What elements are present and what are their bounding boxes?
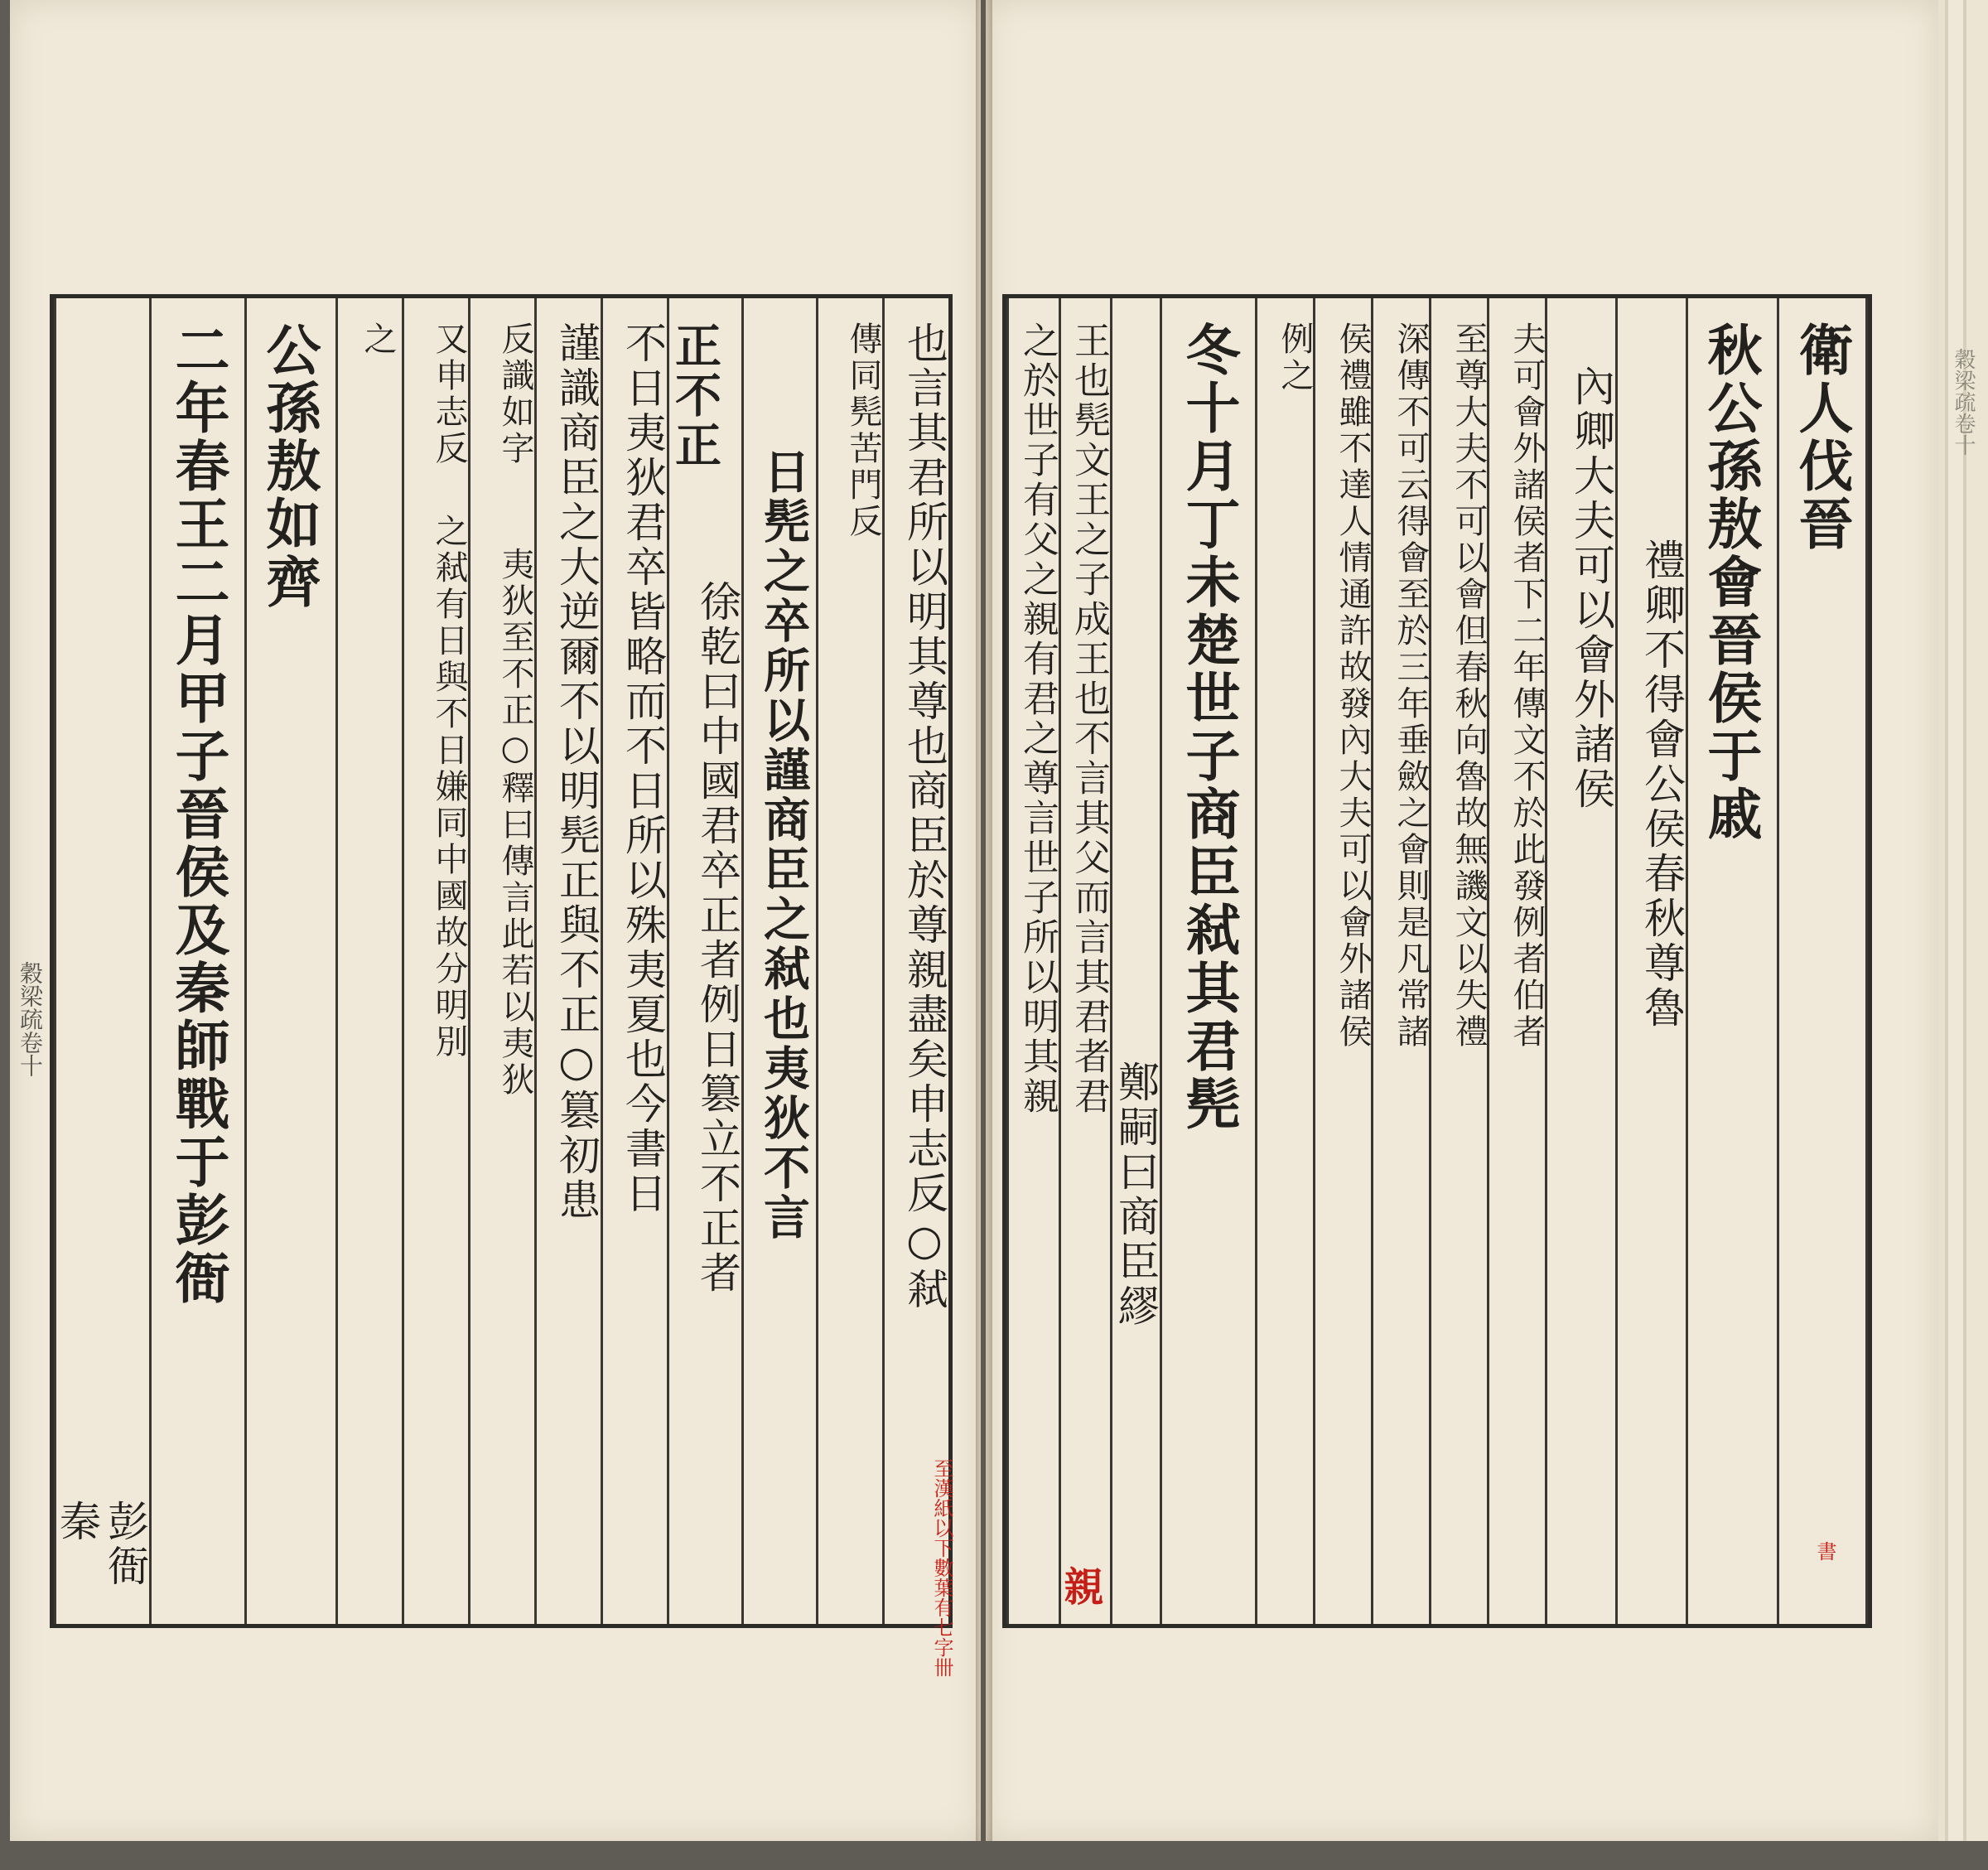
text-column: 之於世子有父之親有君之尊言世子所以明其親 — [1006, 298, 1059, 1624]
text-column: 夷狄至不正○釋曰傳言此若以夷狄 — [496, 547, 534, 1099]
text-column: 之弒有日與不日嫌同中國故分明別 — [430, 514, 468, 1061]
text-column: 謹識商臣之大逆爾不以明髡正與不正○篡初患 — [534, 298, 601, 1624]
right-text-frame — [1002, 294, 1872, 1628]
text-column: 王也髡文王之子成王也不言其父而言其君者君 — [1059, 298, 1110, 1624]
text-column: 鄭嗣曰商臣繆 — [1110, 298, 1160, 1624]
red-annotation: 至漢紙以下數葉有七字卌 — [930, 1458, 953, 1677]
text-column: 彭衙秦 — [54, 298, 149, 1624]
text-column: 衛人伐晉 — [1777, 298, 1868, 1624]
text-column: 二年春王二月甲子晉侯及秦師戰于彭衙 — [149, 298, 244, 1624]
book-spine — [976, 0, 992, 1841]
margin-title: 穀梁疏卷十 — [1951, 348, 1976, 456]
text-column: 反識如字 — [468, 298, 534, 1624]
page-edge — [1938, 0, 1988, 1841]
text-column: 侯禮雖不達人情通許故發內大夫可以會外諸侯 — [1313, 298, 1371, 1624]
left-page — [10, 0, 981, 1841]
red-annotation: 書 — [1813, 1541, 1836, 1561]
text-column: 也言其君所以明其尊也商臣於尊親盡矣申志反○弒 — [882, 298, 948, 1624]
text-column: 正不正 — [667, 298, 741, 1624]
text-column: 傳同髡苦門反 — [816, 298, 882, 1624]
text-column: 日髡之卒所以謹商臣之弒也夷狄不言 — [741, 298, 816, 1624]
text-column: 深傳不可云得會至於三年垂斂之會則是凡常諸 — [1371, 298, 1429, 1624]
text-column: 夫可會外諸侯者下二年傳文不於此發例者伯者 — [1487, 298, 1545, 1624]
text-column: 不日夷狄君卒皆略而不日所以殊夷夏也今書日 — [601, 298, 667, 1624]
text-column: 禮卿不得會公侯春秋尊魯 — [1615, 298, 1686, 1624]
margin-title: 穀梁疏卷十 — [17, 961, 44, 1077]
text-column: 之 — [335, 298, 402, 1624]
text-column: 內卿大夫可以會外諸侯 — [1545, 298, 1615, 1624]
text-column: 例之 — [1255, 298, 1313, 1624]
text-column: 徐乾曰中國君卒正者例日篡立不正者 — [693, 580, 741, 1296]
left-text-frame — [50, 294, 953, 1628]
text-column: 秋公孫敖會晉侯于戚 — [1686, 298, 1777, 1624]
text-column: 至尊大夫不可以會但春秋向魯故無譏文以失禮 — [1429, 298, 1487, 1624]
text-column: 公孫敖如齊 — [244, 298, 335, 1624]
red-character: 親 — [1057, 1566, 1103, 1606]
text-column: 又申志反 — [402, 298, 468, 1624]
text-column: 冬十月丁未楚世子商臣弒其君髡 — [1160, 298, 1255, 1624]
right-page — [986, 0, 1938, 1841]
